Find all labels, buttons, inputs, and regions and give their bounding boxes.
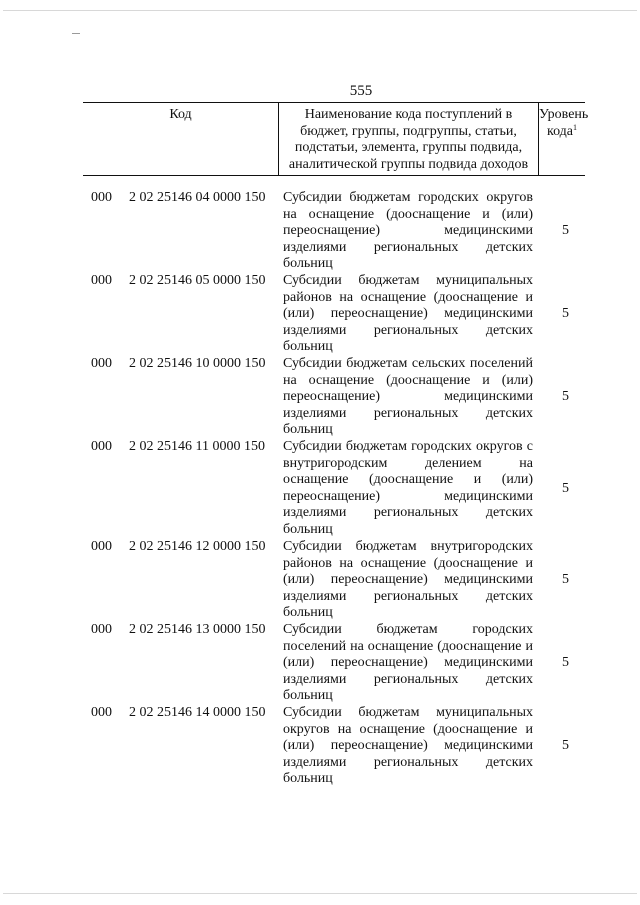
row-prefix: 000 bbox=[91, 705, 112, 720]
row-prefix: 000 bbox=[91, 273, 112, 288]
scan-mark bbox=[72, 33, 80, 34]
page-number: 555 bbox=[349, 83, 373, 99]
row-prefix: 000 bbox=[91, 539, 112, 554]
row-prefix: 000 bbox=[91, 356, 112, 371]
row-code: 2 02 25146 05 0000 150 bbox=[129, 273, 266, 288]
row-level: 5 bbox=[562, 481, 569, 496]
row-code: 2 02 25146 13 0000 150 bbox=[129, 622, 266, 637]
table-header bbox=[83, 102, 589, 176]
scan-border-top bbox=[3, 10, 637, 11]
row-prefix: 000 bbox=[91, 622, 112, 637]
scan-border-bottom bbox=[3, 893, 637, 894]
row-prefix: 000 bbox=[91, 439, 112, 454]
row-prefix: 000 bbox=[91, 190, 112, 205]
row-level: 5 bbox=[562, 306, 569, 321]
header-name: Наименование кода поступлений в бюджет, группы, подгруппы, статьи, подстатьи, элемента, группы подвида, аналитической группы подвида доходов bbox=[288, 107, 529, 172]
row-code: 2 02 25146 14 0000 150 bbox=[129, 705, 266, 720]
row-description: Субсидии бюджетам городских округов на оснащение (дооснащение и (или) переоснащение) медицинскими изделиями региональных детских больниц bbox=[283, 190, 533, 271]
row-description: Субсидии бюджетам городских округов с внутригородским делением на оснащение (дооснащение и (или) переоснащение) медицинскими изделиями региональных детских больниц bbox=[283, 439, 533, 537]
row-code: 2 02 25146 04 0000 150 bbox=[129, 190, 266, 205]
row-level: 5 bbox=[562, 389, 569, 404]
row-level: 5 bbox=[562, 738, 569, 753]
row-description: Субсидии бюджетам внутригородских районов на оснащение (дооснащение и (или) переоснащение) медицинскими изделиями региональных детских больниц bbox=[283, 539, 533, 620]
row-code: 2 02 25146 11 0000 150 bbox=[129, 439, 265, 454]
row-level: 5 bbox=[562, 572, 569, 587]
row-description: Субсидии бюджетам муниципальных районов на оснащение (дооснащение и (или) переоснащение) медицинскими изделиями региональных детских больниц bbox=[283, 273, 533, 354]
row-description: Субсидии бюджетам городских поселений на оснащение (дооснащение и (или) переоснащение) медицинскими изделиями региональных детских больниц bbox=[283, 622, 533, 703]
row-level: 5 bbox=[562, 655, 569, 670]
row-code: 2 02 25146 10 0000 150 bbox=[129, 356, 266, 371]
row-code: 2 02 25146 12 0000 150 bbox=[129, 539, 266, 554]
header-level-label: Уровень кода bbox=[539, 107, 589, 139]
header-level bbox=[539, 107, 589, 140]
header-level-footnote: 1 bbox=[573, 122, 578, 132]
header-code: Код bbox=[169, 107, 192, 122]
row-description: Субсидии бюджетам муниципальных округов на оснащение (дооснащение и (или) переоснащение) медицинскими изделиями региональных детских больниц bbox=[283, 705, 533, 786]
row-level: 5 bbox=[562, 223, 569, 238]
row-description: Субсидии бюджетам сельских поселений на оснащение (дооснащение и (или) переоснащение) медицинскими изделиями региональных детских больниц bbox=[283, 356, 533, 437]
